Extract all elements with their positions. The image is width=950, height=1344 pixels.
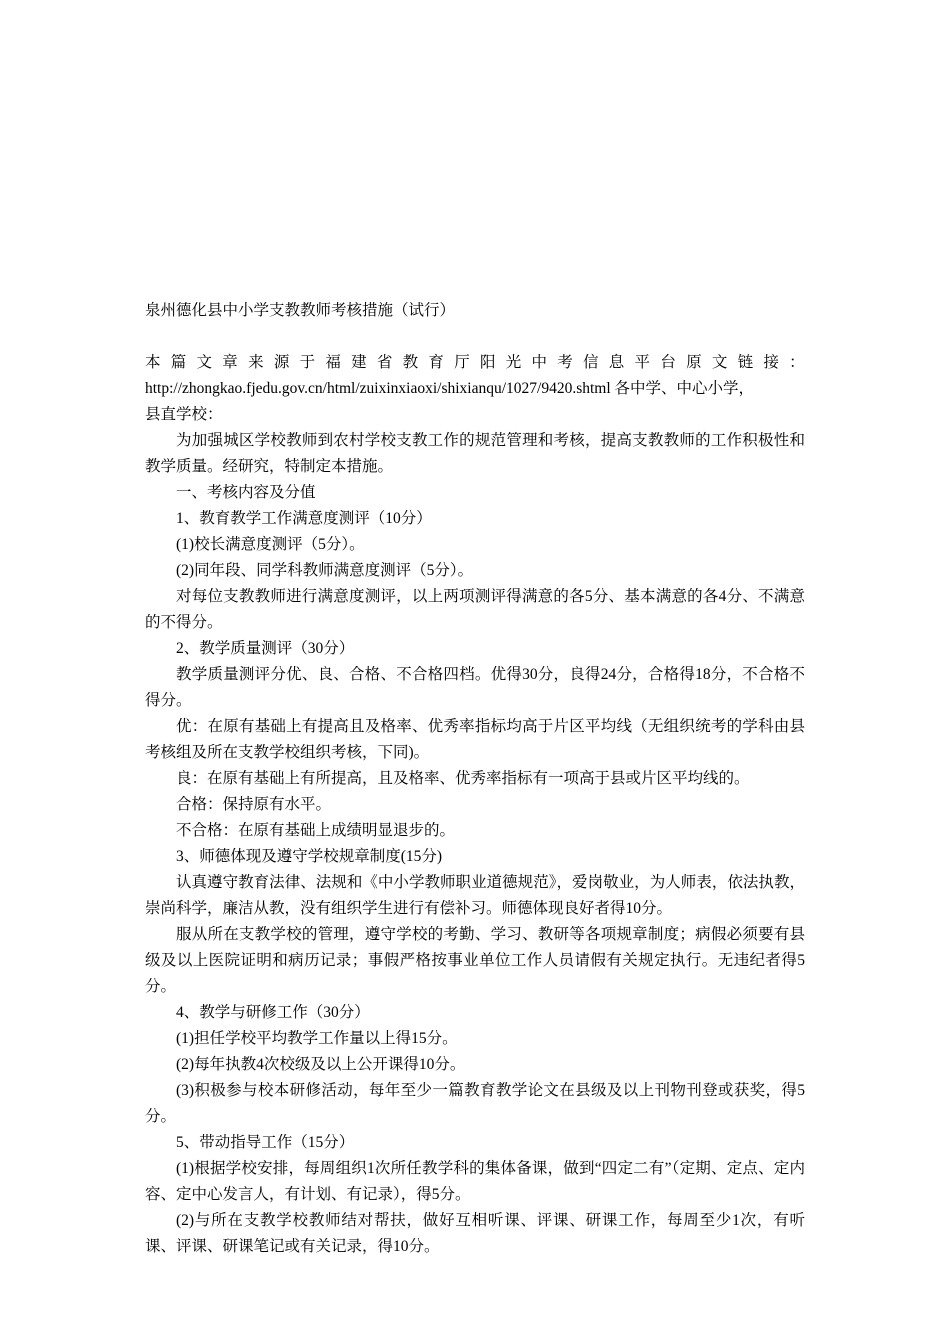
document-body — [145, 298, 805, 1260]
body-paragraph: 教学质量测评分优、良、合格、不合格四档。优得30分，良得24分，合格得18分，不合格不得分。 — [145, 666, 805, 709]
addressee-line: 县直学校： — [145, 406, 223, 423]
body-paragraph: 认真遵守教育法律、法规和《中小学教师职业道德规范》，爱岗敬业，为人师表，依法执教，崇尚科学，廉洁从教，没有组织学生进行有偿补习。师德体现良好者得10分。 — [145, 874, 805, 917]
item-heading: 3、师德体现及遵守学校规章制度(15分) — [176, 848, 443, 865]
item-heading: 5、带动指导工作（15分） — [176, 1134, 355, 1151]
source-char: 于 — [299, 354, 316, 371]
source-char: 源 — [273, 354, 290, 371]
source-url-line: http://zhongkao.fjedu.gov.cn/html/zuixinxiaoxi/shixianqu/1027/9420.shtml 各中学、中心小学， — [145, 380, 755, 397]
source-char: 篇 — [170, 354, 187, 371]
document-title: 泉州德化县中小学支教教师考核措施（试行） — [145, 302, 456, 319]
source-char: 阳 — [479, 354, 496, 371]
source-char: 福 — [325, 354, 341, 371]
sub-item: (1)校长满意度测评（5分）。 — [176, 536, 365, 553]
intro-paragraph: 为加强城区学校教师到农村学校支教工作的规范管理和考核，提高支教教师的工作积极性和教学质量。经研究，特制定本措施。 — [145, 432, 805, 475]
source-char: 厅 — [454, 354, 470, 371]
sub-item: (1)担任学校平均教学工作量以上得15分。 — [176, 1030, 458, 1047]
blank-line — [145, 324, 805, 350]
source-char: 息 — [608, 354, 625, 371]
source-char: 考 — [557, 354, 573, 371]
body-paragraph: 良：在原有基础上有所提高，且及格率、优秀率指标有一项高于县或片区平均线的。 — [176, 770, 750, 787]
item-heading: 2、教学质量测评（30分） — [176, 640, 355, 657]
body-paragraph: 服从所在支教学校的管理，遵守学校的考勤、学习、教研等各项规章制度；病假必须要有县级及以上医院证明和病历记录；事假严格按事业单位工作人员请假有关规定执行。无违纪者得5分。 — [145, 926, 805, 995]
sub-item: (2)同年段、同学科教师满意度测评（5分）。 — [176, 562, 474, 579]
source-char: 台 — [660, 354, 676, 371]
source-char: 中 — [531, 354, 547, 371]
source-char: 章 — [222, 354, 238, 371]
source-char: 文 — [196, 354, 213, 371]
source-char: 信 — [583, 354, 599, 371]
source-char: 光 — [505, 354, 522, 371]
source-char: 平 — [634, 354, 651, 371]
source-char: 育 — [428, 354, 444, 371]
source-char: 链 — [737, 354, 754, 371]
source-attribution-line — [145, 350, 805, 376]
source-char: 来 — [248, 354, 264, 371]
sub-item: (2)与所在支教学校教师结对帮扶，做好互相听课、评课、研课工作，每周至少1次，有听课、评课、研课笔记或有关记录，得10分。 — [145, 1212, 805, 1255]
source-char: 教 — [402, 354, 419, 371]
body-paragraph: 优：在原有基础上有提高且及格率、优秀率指标均高于片区平均线（无组织统考的学科由县考核组及所在支教学校组织考核，下同)。 — [145, 718, 805, 761]
item-heading: 4、教学与研修工作（30分） — [176, 1004, 370, 1021]
sub-item: (2)每年执教4次校级及以上公开课得10分。 — [176, 1056, 466, 1073]
source-char: 原 — [686, 354, 702, 371]
section-heading: 一、考核内容及分值 — [176, 484, 316, 501]
source-char: 文 — [711, 354, 728, 371]
item-heading: 1、教育教学工作满意度测评（10分） — [176, 510, 432, 527]
body-paragraph: 不合格：在原有基础上成绩明显退步的。 — [176, 822, 456, 839]
body-paragraph: 合格：保持原有水平。 — [176, 796, 332, 813]
sub-item: (1)根据学校安排，每周组织1次所任教学科的集体备课，做到“四定二有”（定期、定点、定内容、定中心发言人，有计划、有记录），得5分。 — [145, 1160, 805, 1203]
body-paragraph: 对每位支教教师进行满意度测评，以上两项测评得满意的各5分、基本满意的各4分、不满意的不得分。 — [145, 588, 805, 631]
source-char: 接 — [763, 354, 779, 371]
sub-item: (3)积极参与校本研修活动，每年至少一篇教育教学论文在县级及以上刊物刊登或获奖，得5分。 — [145, 1082, 805, 1125]
source-char: 省 — [376, 354, 393, 371]
source-char: 建 — [351, 354, 367, 371]
source-char: 本 — [145, 354, 161, 371]
source-char: ： — [789, 354, 805, 371]
